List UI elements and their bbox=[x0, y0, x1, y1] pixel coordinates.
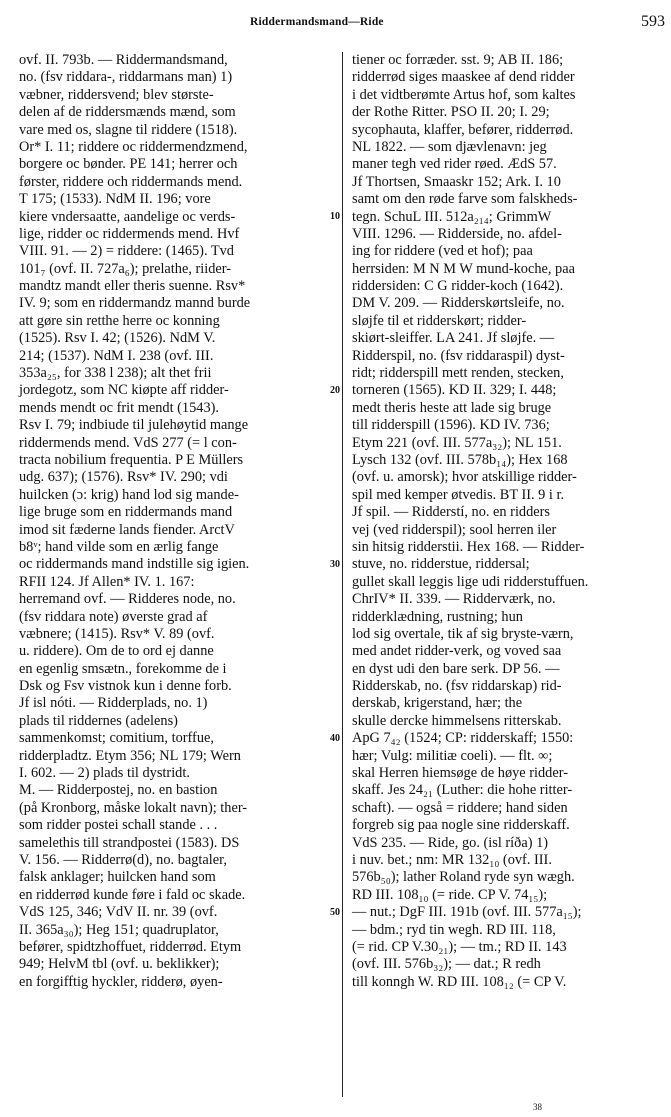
text-line: M. — Ridderpostej, no. en bastion bbox=[19, 782, 218, 799]
text-line: b8ᵛ; hand vilde som en ærlig fange bbox=[19, 538, 219, 555]
text-line: herrsiden: M N M W mund-koche, paa bbox=[352, 260, 575, 277]
text-line: no. (fsv riddara-, riddarmans man) 1) bbox=[19, 69, 233, 86]
footer-mark: 38 bbox=[533, 1102, 542, 1112]
margin-line-number: 30 bbox=[330, 558, 340, 570]
margin-line-number: 20 bbox=[330, 384, 340, 396]
page-number: 593 bbox=[641, 13, 665, 30]
text-line: I. 602. — 2) plads til dystridt. bbox=[19, 765, 190, 782]
text-line: borgere oc bønder. PE 141; herrer och bbox=[19, 156, 238, 173]
text-line: (ovf. u. amorsk); hvor atskillige ridder- bbox=[352, 469, 577, 486]
text-line: Jf isl nóti. — Ridderplads, no. 1) bbox=[19, 695, 208, 712]
text-line: u. riddere). Om de to ord ej danne bbox=[19, 643, 214, 660]
text-line: ridderpladtz. Etym 356; NL 179; Wern bbox=[19, 747, 241, 764]
text-line: vare med os, slagne til riddere (1518). bbox=[19, 121, 238, 138]
text-line: sycophauta, klaffer, befører, ridderrød. bbox=[352, 121, 574, 138]
text-line: T 175; (1533). NdM II. 196; vore bbox=[19, 191, 211, 208]
text-line: 101₇ (ovf. II. 727a₆); prelathe, riider- bbox=[19, 260, 232, 277]
text-line: huilcken (ɔ: krig) hand lod sig mande- bbox=[19, 486, 239, 503]
text-line: VdS 125, 346; VdV II. nr. 39 (ovf. bbox=[19, 904, 218, 921]
text-line: befører, spidtzhoffuet, ridderrød. Etym bbox=[19, 938, 242, 955]
text-line: samelethis till strandpostei (1583). DS bbox=[19, 834, 240, 851]
text-line: forgreb sig paa nogle sine ridderskaff. bbox=[352, 817, 570, 834]
text-line: ovf. II. 793b. — Riddermandsmand, bbox=[19, 52, 228, 68]
text-line: VdS 235. — Ride, go. (isl ríða) 1) bbox=[352, 834, 549, 851]
text-line: till konngh W. RD III. 108₁₂ (= CP V. bbox=[352, 973, 567, 990]
text-line: sløjfe til et ridderskørt; ridder- bbox=[352, 312, 527, 329]
text-line: samt om den røde farve som falskheds- bbox=[352, 191, 578, 208]
text-line: till ridderspill (1596). KD IV. 736; bbox=[352, 417, 550, 434]
text-line: kiere vndersaatte, aandelige oc verds- bbox=[19, 208, 236, 225]
text-line: riddermends mend. VdS 277 (= l con- bbox=[19, 434, 237, 451]
text-line: en ridderrød kunde føre i fald oc skade. bbox=[19, 886, 246, 903]
text-line: imod sit fæderne lands fiender. ArctV bbox=[19, 521, 235, 538]
text-line: (på Kronborg, måske lokalt navn); ther- bbox=[19, 799, 248, 816]
text-line: riddersiden: C G ridder-koch (1642). bbox=[352, 278, 564, 295]
text-line: gullet skall leggis lige udi ridderstuffuen. bbox=[352, 573, 589, 590]
text-line: V. 156. — Ridderrø(d), no. bagtaler, bbox=[19, 851, 227, 868]
text-line: (fsv riddara note) øverste grad af bbox=[19, 608, 208, 625]
text-line: i det vidtberømte Artus hof, som kaltes bbox=[352, 86, 576, 103]
text-line: udg. 637); (1576). Rsv* IV. 290; vdi bbox=[19, 469, 228, 486]
text-line: skiørt-sleiffer. LA 241. Jf sløjfe. — bbox=[352, 330, 555, 347]
text-line: (1525). Rsv I. 42; (1526). NdM V. bbox=[19, 330, 216, 347]
text-line: skal Herren hiemsøge de høye ridder- bbox=[352, 765, 568, 782]
text-line: herremand ovf. — Ridderes node, no. bbox=[19, 591, 236, 608]
text-line: VIII. 91. — 2) = riddere: (1465). Tvd bbox=[19, 243, 234, 260]
text-line: en egenlig smsætn., forekomme de i bbox=[19, 660, 227, 677]
text-line: RD III. 108₁₀ (= ride. CP V. 74₁₅); bbox=[352, 886, 548, 903]
text-line: NL 1822. — som djævlenavn: jeg bbox=[352, 138, 547, 155]
text-line: tracta nobilium frequentia. P E Müllers bbox=[19, 451, 244, 468]
margin-line-number: 50 bbox=[330, 906, 340, 918]
text-line: ridt; ridderspill mett renden, stecken, bbox=[352, 365, 564, 382]
text-line: Dsk og Fsv vistnok kun i denne forb. bbox=[19, 678, 232, 695]
text-line: (= rid. CP V.30₂₁); — tm.; RD II. 143 bbox=[352, 938, 567, 955]
left-column bbox=[19, 52, 329, 991]
text-line: med andet ridder-verk, og voved saa bbox=[352, 643, 562, 660]
text-line: sammenkomst; comitium, torffue, bbox=[19, 730, 214, 747]
running-title: Riddermandsmand—Ride bbox=[250, 16, 384, 28]
text-line: Jf Thortsen, Smaaskr 152; Ark. I. 10 bbox=[352, 173, 561, 190]
text-line: Etym 221 (ovf. III. 577a₃₂); NL 151. bbox=[352, 434, 562, 451]
text-line: ApG 7₄₂ (1524; CP: ridderskaff; 1550: bbox=[352, 730, 574, 747]
text-line: Lysch 132 (ovf. III. 578b₁₄); Hex 168 bbox=[352, 451, 568, 468]
text-line: 576b₅₀); lather Roland ryde syn wægh. bbox=[352, 869, 575, 886]
text-line: ing for riddere (ved et hof); paa bbox=[352, 243, 533, 260]
text-line: VIII. 1296. — Ridderside, no. afdel- bbox=[352, 225, 562, 242]
text-line: der Rothe Ritter. PSO II. 20; I. 29; bbox=[352, 104, 550, 121]
text-line: væbner, riddersvend; blev største- bbox=[19, 86, 214, 103]
text-line: en dyst udi den bare serk. DP 56. — bbox=[352, 660, 560, 677]
text-line: som ridder postei schall stande . . . bbox=[19, 817, 218, 834]
right-column bbox=[352, 52, 669, 991]
text-line: i nuv. bet.; nm: MR 132₁₀ (ovf. III. bbox=[352, 851, 552, 868]
text-line: mandtz mandt eller theris suenne. Rsv* bbox=[19, 278, 246, 295]
column-divider bbox=[342, 52, 343, 1097]
margin-line-number: 40 bbox=[330, 732, 340, 744]
text-line: maner tegh ved rider røed. ÆdS 57. bbox=[352, 156, 557, 173]
text-line: lige, ridder oc riddermends mend. Hvf bbox=[19, 225, 240, 242]
page-header bbox=[0, 10, 671, 36]
text-line: delen af de riddersmænds mænd, som bbox=[19, 104, 236, 121]
text-line: lod sig overtale, tik af sig bryste-værn, bbox=[352, 625, 574, 642]
text-line: Or* I. 11; riddere oc riddermendzmend, bbox=[19, 138, 248, 155]
text-line: jordegotz, som NC kiøpte aff ridder- bbox=[19, 382, 229, 399]
text-line: II. 365a₃₀); Heg 151; quadruplator, bbox=[19, 921, 219, 938]
text-line: (ovf. III. 576b₃₂); — dat.; R redh bbox=[352, 956, 541, 973]
text-line: ridderklædning, rustning; hun bbox=[352, 608, 523, 625]
text-line: vej (ved ridderspil); sool herren iler bbox=[352, 521, 557, 538]
text-line: falsk anklager; huilcken hand som bbox=[19, 869, 216, 886]
margin-line-number: 10 bbox=[330, 210, 340, 222]
text-line: stuve, no. ridderstue, riddersal; bbox=[352, 556, 530, 573]
text-line: sin hitsig ridderstii. Hex 168. — Ridder- bbox=[352, 538, 585, 555]
text-line: ChrIV* II. 339. — Ridderværk, no. bbox=[352, 591, 556, 608]
text-line: skulle dercke himmelsens ritterskab. bbox=[352, 712, 562, 729]
text-line: DM V. 209. — Ridderskørtsleife, no. bbox=[352, 295, 565, 312]
text-line: 214; (1537). NdM I. 238 (ovf. III. bbox=[19, 347, 214, 364]
text-line: 353a₂₅, for 338 l 238); alt thet frii bbox=[19, 365, 212, 382]
text-line: schaft). — også = riddere; hand siden bbox=[352, 799, 568, 816]
text-line: en forgifftig hyckler, ridderø, øyen- bbox=[19, 973, 223, 990]
text-line: hær; Vulg: militiæ coeli). — flt. ∞; bbox=[352, 747, 553, 764]
text-line: førster, riddere och riddermands mend. bbox=[19, 173, 243, 190]
text-line: lige bruge som en riddermands mand bbox=[19, 504, 233, 521]
text-line: Ridderskab, no. (fsv riddarskap) rid- bbox=[352, 678, 562, 695]
text-line: torneren (1565). KD II. 329; I. 448; bbox=[352, 382, 557, 399]
text-line: tegn. SchuL III. 512a₂₁₄; GrimmW bbox=[352, 208, 552, 225]
text-line: att gøre sin retthe herre oc konning bbox=[19, 312, 220, 329]
text-line: Rsv I. 79; indbiude til julehøytid mange bbox=[19, 417, 249, 434]
text-line: RFII 124. Jf Allen* IV. 1. 167: bbox=[19, 573, 195, 590]
text-line: spil med kemper øtvedis. BT II. 9 i r. bbox=[352, 486, 565, 503]
text-line: — nut.; DgF III. 191b (ovf. III. 577a₁₅); bbox=[352, 904, 582, 921]
text-line: væbnere; (1415). Rsv* V. 89 (ovf. bbox=[19, 625, 215, 642]
text-line: 949; HelvM tbl (ovf. u. beklikker); bbox=[19, 956, 220, 973]
text-line: ridderrød siges maaskee af dend ridder bbox=[352, 69, 575, 86]
text-line: derskab, krigerstand, hær; the bbox=[352, 695, 523, 712]
text-line: plads til riddernes (adelens) bbox=[19, 712, 178, 729]
text-line: IV. 9; som en riddermandz mannd burde bbox=[19, 295, 251, 312]
text-line: oc riddermands mand indstille sig igien. bbox=[19, 556, 250, 573]
text-line: Ridderspil, no. (fsv riddaraspil) dyst- bbox=[352, 347, 565, 364]
text-line: — bdm.; ryd tin wegh. RD III. 118, bbox=[352, 921, 556, 938]
text-line: medt theris heste att lade sig bruge bbox=[352, 399, 552, 416]
text-line: skaff. Jes 24₂₁ (Luther: die hohe ritter- bbox=[352, 782, 573, 799]
text-line: Jf spil. — Ridderstí, no. en ridders bbox=[352, 504, 551, 521]
text-line: tiener oc forræder. sst. 9; AB II. 186; bbox=[352, 52, 564, 68]
text-line: mends mendt oc frit mendt (1543). bbox=[19, 399, 219, 416]
